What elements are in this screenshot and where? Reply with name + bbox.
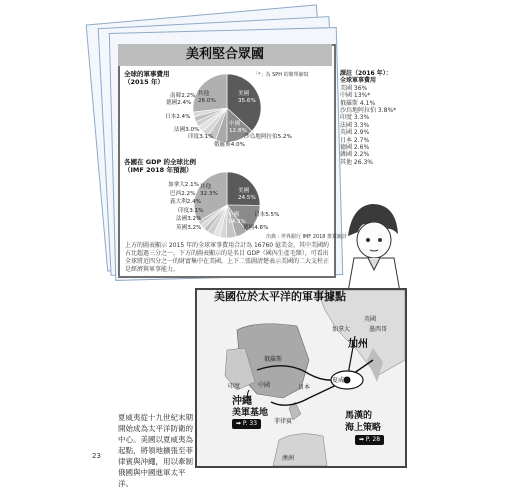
pie-label-1-1: 14.3%	[228, 219, 246, 225]
pie-label-1-4: 英國3.2%	[176, 225, 202, 231]
sidebar-line: 印度 3.3%	[340, 114, 370, 122]
label-okinawa-line1: 沖繩	[232, 396, 252, 407]
chart2-title: 各國在 GDP 的全球比例	[124, 158, 197, 166]
label-okinawa-line2: 美軍基地	[232, 408, 269, 418]
label-hawaii: 夏威夷	[332, 377, 351, 384]
pie-label-1-10: 32.3%	[200, 191, 218, 197]
pie-label-0-9: 26.0%	[198, 98, 216, 104]
pie-label-0-1: 12.8%	[229, 128, 247, 134]
sidebar-line: 其他 26.3%	[340, 158, 373, 166]
map-title: 美國位於太平洋的軍事據點	[214, 290, 346, 303]
pie-label-0-6: 日本2.4%	[165, 114, 191, 120]
caption-text: 夏威夷從十九世紀末期開始成為太平洋防衛的中心。美國以夏威夷為起點，將領地擴張至菲律賓與沖繩，用以牽制俄國與中國進軍太平洋。	[118, 413, 193, 488]
chart1-title: 全球的軍事費用	[124, 70, 170, 78]
pie-label-0-2: 沙烏地阿拉伯5.2%	[244, 134, 292, 140]
sidebar-line: 沙烏地阿拉伯 3.8%*	[340, 107, 397, 115]
chart1-subtitle: （2015 年）	[124, 78, 164, 86]
sidebar-line: 課註（2016 年）：	[340, 70, 392, 77]
pie-label-1-10: 其他	[200, 184, 212, 190]
sidebar-line: 英國 2.9%	[340, 129, 370, 137]
label-canada: 加拿大	[332, 326, 351, 333]
sidebar-line: 中國 13%*	[340, 92, 371, 100]
source-note: 出典 : 世界銀行 IMF 2018 推算統計	[266, 234, 348, 240]
chart-explanation: 上方的圖表顯示 2015 年的全球軍事費用合計為 16760 億美金，其中美國約占比超過三分之一。下方的圖表顯示的是名目 GDP（國內生產毛額），可看出全球將近四分之一的財富集中在美國。上下二張圖清楚表示美國的二大支柱正是經濟與軍事能力。	[125, 242, 330, 273]
page-number: 23	[92, 452, 101, 460]
pie-label-1-2: 日本5.5%	[254, 212, 280, 218]
pie-label-1-0: 24.5%	[238, 195, 256, 201]
pie-label-1-6: 印度3.1%	[178, 208, 204, 214]
pie-label-1-5: 法國3.2%	[176, 216, 202, 222]
sidebar-line: 日本 2.7%	[340, 136, 370, 144]
pie-label-0-3: 俄羅斯4.0%	[214, 142, 245, 148]
pie-label-0-1: 中國	[229, 121, 241, 127]
label-mahan-line1: 馬漢的	[345, 411, 373, 421]
label-russia: 俄羅斯	[264, 356, 283, 363]
sidebar-line: 俄羅斯 4.1%	[340, 99, 376, 107]
sidebar-line: 美國 36%	[340, 84, 368, 92]
pie-label-1-1: 中國	[228, 212, 240, 218]
pie-label-0-7: 德國2.4%	[166, 100, 192, 106]
label-japan: 日本	[298, 384, 311, 391]
sidebar-line: 法國 3.3%	[340, 121, 370, 129]
pie-label-1-3: 德國4.6%	[243, 225, 269, 231]
label-california: 加州	[348, 339, 368, 350]
pie-label-1-7: 義大利2.4%	[170, 199, 201, 205]
label-australia: 澳洲	[282, 455, 295, 462]
panel-title: 美利堅合眾國	[118, 44, 332, 66]
pie-label-0-4: 印度3.1%	[188, 134, 214, 140]
label-mexico: 墨西哥	[369, 326, 388, 333]
pie-label-1-8: 巴西2.2%	[170, 191, 196, 197]
pie-label-1-9: 加拿大2.1%	[168, 182, 199, 188]
pie-label-1-0: 美國	[238, 188, 250, 194]
character-illustration	[338, 196, 408, 292]
panel-note: 「*」為 SPH 的簡單縮寫	[253, 72, 309, 78]
ref-page-33[interactable]: ➡ P. 33	[232, 419, 261, 429]
label-philippines: 菲律賓	[274, 418, 293, 425]
sidebar-notes	[340, 70, 396, 166]
pie-label-0-8: 南韓2.2%	[170, 93, 196, 99]
pie-label-0-0: 35.6%	[238, 98, 256, 104]
ref-page-28[interactable]: ➡ P. 28	[355, 435, 384, 445]
label-india: 印度	[228, 383, 241, 390]
sidebar-line: 德國 2.6%	[340, 144, 370, 152]
sidebar-line: 全球軍事費用	[340, 77, 377, 85]
pie-label-0-9: 其他	[198, 91, 210, 97]
pie-label-0-0: 美國	[238, 91, 250, 97]
label-mahan-line2: 海上策略	[345, 423, 382, 433]
label-britain: 英國	[364, 316, 377, 323]
sidebar-line: 韓國 2.2%	[340, 151, 370, 159]
chart2-subtitle: （IMF 2018 年預測）	[124, 166, 193, 174]
pie-label-0-5: 法國3.0%	[174, 127, 200, 133]
label-china: 中國	[258, 382, 271, 389]
